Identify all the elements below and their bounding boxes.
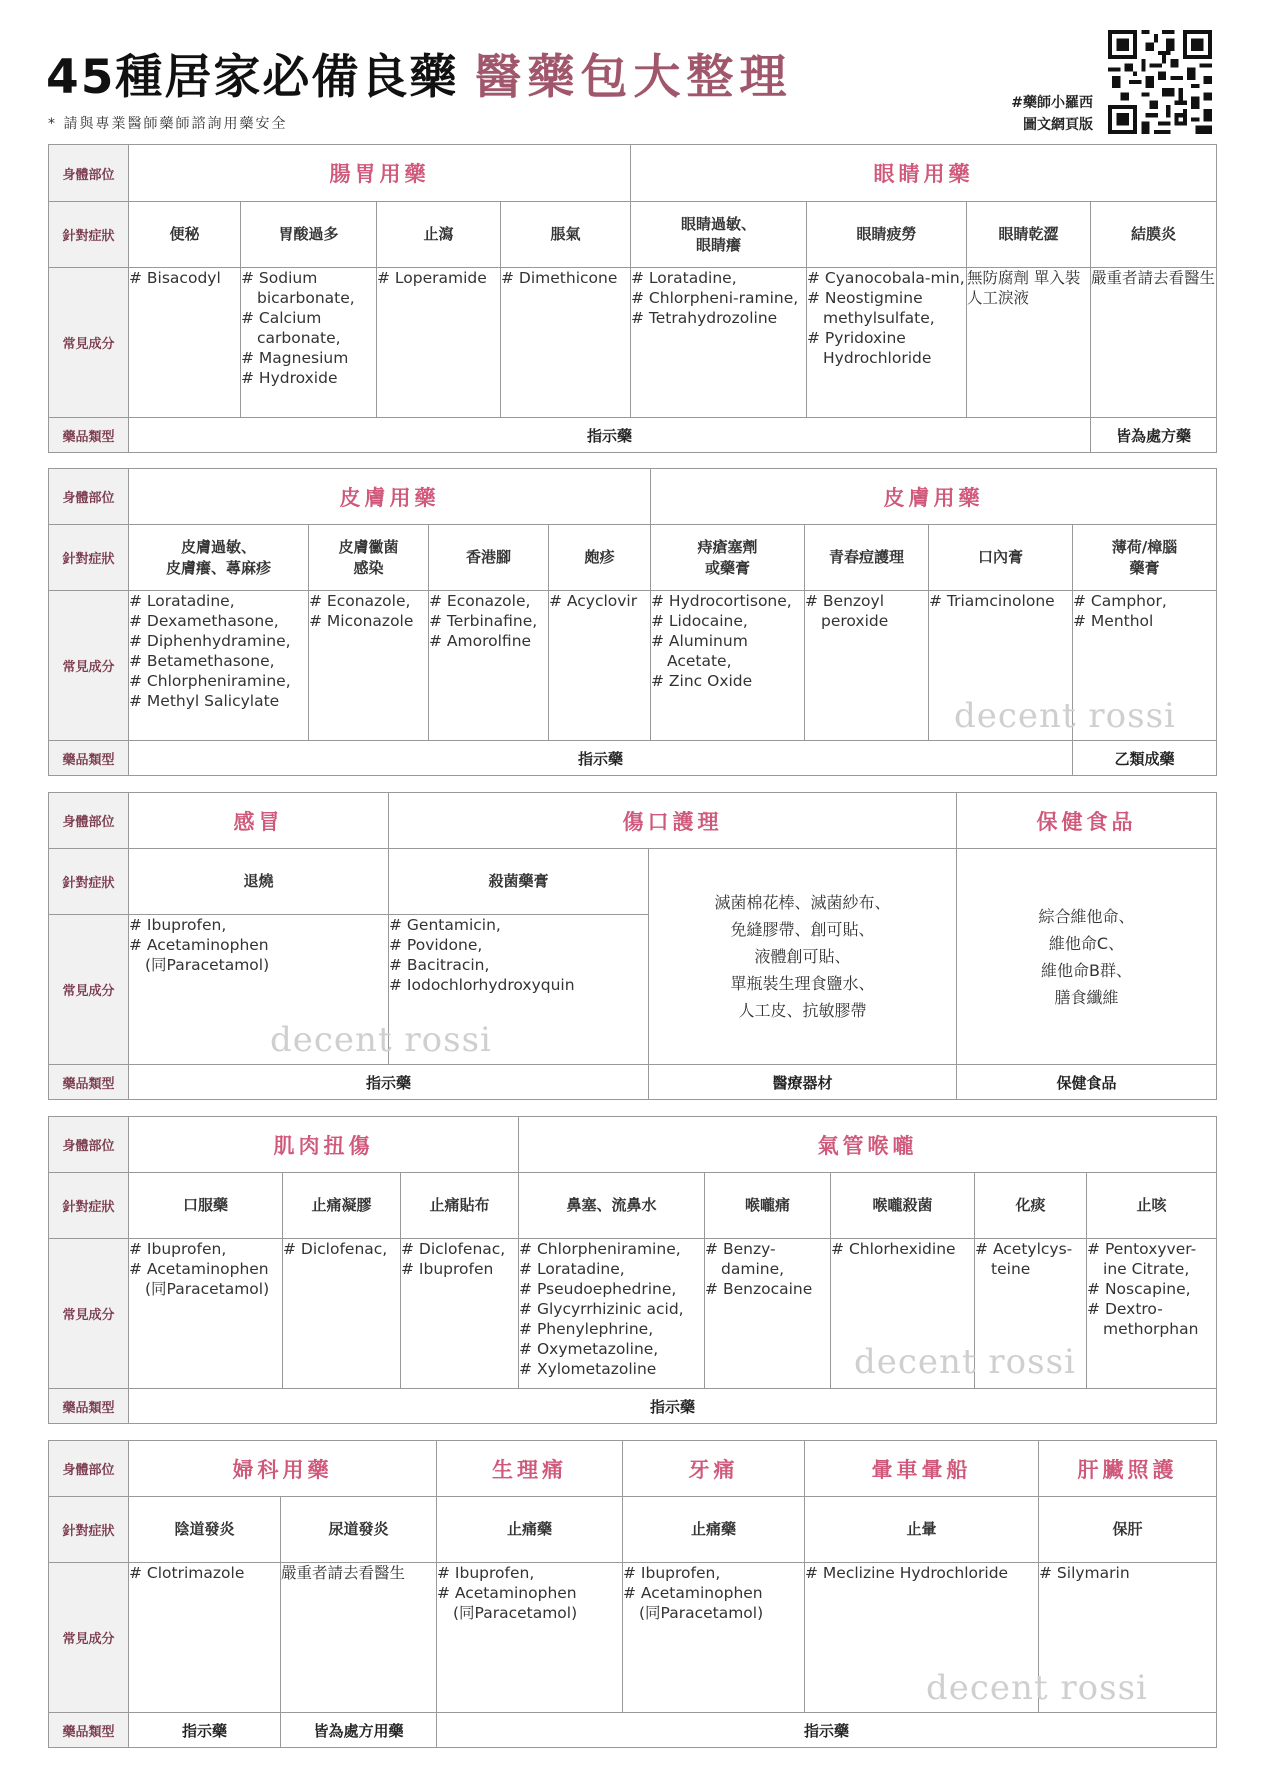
ingredient-item: # Diphenhydramine, xyxy=(129,631,308,651)
symptom-pain-gel: 止痛凝膠 xyxy=(283,1173,401,1239)
ingredient-item: # Menthol xyxy=(1073,611,1216,631)
ingredient-item: # Acetaminophen xyxy=(129,935,388,955)
row-label-body-part: 身體部位 xyxy=(49,1441,129,1497)
ingredient-item: # Iodochlorhydroxyquin xyxy=(389,975,648,995)
symptom-pain-patch: 止痛貼布 xyxy=(401,1173,519,1239)
table-cold-wound-health xyxy=(48,792,1217,1100)
ingredient-item: # Povidone, xyxy=(389,935,648,955)
ingredient-item: # Econazole, xyxy=(309,591,428,611)
ingredient-item: # Chlorpheni-ramine, xyxy=(631,288,806,308)
watermark: decent rossi xyxy=(854,1342,1076,1382)
watermark: decent rossi xyxy=(270,1020,492,1060)
ingredient-item: # Econazole, xyxy=(429,591,548,611)
paracetamol-note: (同Paracetamol) xyxy=(145,956,270,974)
note-conjunctivitis: 嚴重者請去看醫生 xyxy=(1091,268,1217,418)
ingredient-item: # Bacitracin, xyxy=(389,955,648,975)
ingredient-item: # Pyridoxine Hydrochloride xyxy=(807,328,966,368)
symptom-diarrhea: 止瀉 xyxy=(377,202,501,268)
ingredient-item: # Camphor, xyxy=(1073,591,1216,611)
type-otc: 指示藥 xyxy=(129,1713,281,1748)
type-otc: 指示藥 xyxy=(129,1065,649,1100)
ingredients-herpes xyxy=(549,591,651,741)
row-label-ingredients: 常見成分 xyxy=(49,268,129,418)
row-label-ingredients: 常見成分 xyxy=(49,915,129,1065)
body-part-digestive: 腸胃用藥 xyxy=(129,145,631,202)
body-part-muscle-sprain: 肌肉扭傷 xyxy=(129,1117,519,1173)
ingredient-item: # Hydrocortisone, xyxy=(651,591,804,611)
row-label-type: 藥品類型 xyxy=(49,741,129,776)
ingredient-item: # Oxymetazoline, xyxy=(519,1339,704,1359)
ingredient-item: # Benzocaine xyxy=(705,1279,830,1299)
ingredient-item: # Chlorpheniramine, xyxy=(519,1239,704,1259)
ingredient-item: # Aluminum Acetate, xyxy=(651,631,804,671)
ingredient-item: # Diclofenac, xyxy=(283,1239,400,1259)
symptom-runny-nose: 鼻塞、流鼻水 xyxy=(519,1173,705,1239)
ingredient-item: # Pentoxyver-ine Citrate, xyxy=(1087,1239,1216,1279)
ingredient-item: # Silymarin xyxy=(1039,1563,1216,1583)
health-food-list xyxy=(957,849,1217,1065)
credit xyxy=(975,92,1093,136)
type-health-food: 保健食品 xyxy=(957,1065,1217,1100)
ingredients-sore-throat xyxy=(705,1239,831,1389)
ingredients-menstrual-pain xyxy=(437,1563,623,1713)
symptom-camphor-ointment: 薄荷/樟腦 藥膏 xyxy=(1073,525,1217,591)
ingredients-pain-gel xyxy=(283,1239,401,1389)
symptom-fever: 退燒 xyxy=(129,849,389,915)
ingredient-item: # Chlorpheniramine, xyxy=(129,671,308,691)
symptom-throat-antiseptic: 喉嚨殺菌 xyxy=(831,1173,975,1239)
ingredient-item: # Loratadine, xyxy=(519,1259,704,1279)
ingredients-cough xyxy=(1087,1239,1217,1389)
ingredient-item: # Chlorhexidine xyxy=(831,1239,974,1259)
ingredient-item: # Ibuprofen, xyxy=(437,1563,622,1583)
body-part-gynecology: 婦科用藥 xyxy=(129,1441,437,1497)
note-dry-eye: 無防腐劑 單入裝人工淚液 xyxy=(967,268,1091,418)
ingredient-item: # Ibuprofen xyxy=(401,1259,518,1279)
symptom-expectorant: 化痰 xyxy=(975,1173,1087,1239)
section-cold-wound-health xyxy=(48,792,1216,1100)
ingredient-item: # Acetaminophen xyxy=(129,1259,282,1279)
type-class-b: 乙類成藥 xyxy=(1073,741,1217,776)
ingredient-item: # Miconazole xyxy=(309,611,428,631)
ingredient-item: # Acyclovir xyxy=(549,591,650,611)
title-accent-text: 醫藥包大整理 xyxy=(474,50,793,105)
symptom-hemorrhoid: 痔瘡塞劑 或藥膏 xyxy=(651,525,805,591)
type-otc: 指示藥 xyxy=(129,418,1091,453)
ingredients-hyperacidity xyxy=(241,268,377,418)
ingredients-acne xyxy=(805,591,929,741)
ingredients-runny-nose xyxy=(519,1239,705,1389)
body-part-wound-care: 傷口護理 xyxy=(389,793,957,849)
row-label-symptom: 針對症狀 xyxy=(49,525,129,591)
ingredient-item: # Cyanocobala-min, xyxy=(807,268,966,288)
row-label-symptom: 針對症狀 xyxy=(49,1497,129,1563)
ingredient-item: # Gentamicin, xyxy=(389,915,648,935)
ingredient-item: # Dexamethasone, xyxy=(129,611,308,631)
section-skin xyxy=(48,468,1216,776)
type-otc: 指示藥 xyxy=(129,1389,1217,1424)
paracetamol-note: (同Paracetamol) xyxy=(639,1604,764,1622)
section-gyn-pain-liver xyxy=(48,1440,1216,1748)
symptom-fungal: 皮膚黴菌 感染 xyxy=(309,525,429,591)
type-prescription: 皆為處方藥 xyxy=(1091,418,1217,453)
row-label-ingredients: 常見成分 xyxy=(49,1239,129,1389)
body-part-cold: 感冒 xyxy=(129,793,389,849)
watermark: decent rossi xyxy=(954,696,1176,736)
row-label-type: 藥品類型 xyxy=(49,1713,129,1748)
qr-code-icon[interactable] xyxy=(1108,30,1212,134)
ingredient-item: # Amorolfine xyxy=(429,631,548,651)
ingredients-hemorrhoid xyxy=(651,591,805,741)
ingredient-item: # Hydroxide xyxy=(241,368,376,388)
row-label-body-part: 身體部位 xyxy=(49,145,129,202)
ingredients-athletes-foot xyxy=(429,591,549,741)
ingredient-item: # Bisacodyl xyxy=(129,268,240,288)
body-part-throat: 氣管喉嚨 xyxy=(519,1117,1217,1173)
symptom-eye-fatigue: 眼睛疲勞 xyxy=(807,202,967,268)
ingredient-item: # Zinc Oxide xyxy=(651,671,804,691)
symptom-eye-allergy: 眼睛過敏、 眼睛癢 xyxy=(631,202,807,268)
symptom-liver-protection: 保肝 xyxy=(1039,1497,1217,1563)
ingredient-item: # Pseudoephedrine, xyxy=(519,1279,704,1299)
ingredient-item: # Methyl Salicylate xyxy=(129,691,308,711)
symptom-oral-paste: 口內膏 xyxy=(929,525,1073,591)
body-part-liver-care: 肝臟照護 xyxy=(1039,1441,1217,1497)
symptom-skin-allergy: 皮膚過敏、 皮膚癢、蕁麻疹 xyxy=(129,525,309,591)
ingredients-skin-allergy xyxy=(129,591,309,741)
ingredient-item: # Loratadine, xyxy=(631,268,806,288)
watermark: decent rossi xyxy=(926,1668,1148,1708)
symptom-cough: 止咳 xyxy=(1087,1173,1217,1239)
type-medical-device: 醫療器材 xyxy=(649,1065,957,1100)
body-part-motion-sickness: 暈車暈船 xyxy=(805,1441,1039,1497)
row-label-body-part: 身體部位 xyxy=(49,1117,129,1173)
health-item: 膳食纖維 xyxy=(1054,987,1119,1007)
symptom-constipation: 便秘 xyxy=(129,202,241,268)
health-item: 維他命B群、 xyxy=(1041,960,1132,980)
symptom-dry-eye: 眼睛乾澀 xyxy=(967,202,1091,268)
wound-item: 液體創可貼、 xyxy=(754,947,851,966)
safety-note: * 請與專業醫師藥師諮詢用藥安全 xyxy=(48,116,288,132)
row-label-ingredients: 常見成分 xyxy=(49,591,129,741)
symptom-herpes: 皰疹 xyxy=(549,525,651,591)
symptom-oral-medicine: 口服藥 xyxy=(129,1173,283,1239)
row-label-type: 藥品類型 xyxy=(49,418,129,453)
body-part-skin: 皮膚用藥 xyxy=(129,469,651,525)
ingredient-item: # Lidocaine, xyxy=(651,611,804,631)
ingredient-item: # Noscapine, xyxy=(1087,1279,1216,1299)
note-urethritis: 嚴重者請去看醫生 xyxy=(281,1563,437,1713)
wound-item: 人工皮、抗敏膠帶 xyxy=(738,1001,867,1020)
row-label-symptom: 針對症狀 xyxy=(49,202,129,268)
type-prescription: 皆為處方用藥 xyxy=(281,1713,437,1748)
credit-web-version: 圖文網頁版 xyxy=(1023,117,1093,133)
type-otc-2: 指示藥 xyxy=(437,1713,1217,1748)
ingredients-oral-medicine xyxy=(129,1239,283,1389)
section-muscle-throat xyxy=(48,1116,1216,1424)
ingredients-toothache xyxy=(623,1563,805,1713)
ingredient-item: # Acetaminophen xyxy=(623,1583,804,1603)
ingredient-item: # Meclizine Hydrochloride xyxy=(805,1563,1038,1583)
body-part-menstrual-pain: 生理痛 xyxy=(437,1441,623,1497)
ingredients-bloating xyxy=(501,268,631,418)
wound-item: 單瓶裝生理食鹽水、 xyxy=(730,974,875,993)
row-label-ingredients: 常見成分 xyxy=(49,1563,129,1713)
title-main-text: 45種居家必備良藥 xyxy=(46,50,459,105)
ingredient-item: # Benzoyl peroxide xyxy=(805,591,928,631)
ingredient-item: # Loratadine, xyxy=(129,591,308,611)
ingredient-item: # Dimethicone xyxy=(501,268,630,288)
page-title xyxy=(46,40,792,107)
symptom-menstrual-painkiller: 止痛藥 xyxy=(437,1497,623,1563)
body-part-health-food: 保健食品 xyxy=(957,793,1217,849)
ingredients-eye-allergy xyxy=(631,268,807,418)
ingredient-item: # Clotrimazole xyxy=(129,1563,280,1583)
symptom-conjunctivitis: 結膜炎 xyxy=(1091,202,1217,268)
row-label-body-part: 身體部位 xyxy=(49,793,129,849)
ingredients-diarrhea xyxy=(377,268,501,418)
symptom-tooth-painkiller: 止痛藥 xyxy=(623,1497,805,1563)
ingredients-vaginitis xyxy=(129,1563,281,1713)
type-otc: 指示藥 xyxy=(129,741,1073,776)
row-label-body-part: 身體部位 xyxy=(49,469,129,525)
symptom-acne: 青春痘護理 xyxy=(805,525,929,591)
ingredient-item: # Ibuprofen, xyxy=(129,915,388,935)
body-part-eye: 眼睛用藥 xyxy=(631,145,1217,202)
table-digestive-eye xyxy=(48,144,1217,453)
health-item: 維他命C、 xyxy=(1048,933,1125,953)
ingredients-eye-fatigue xyxy=(807,268,967,418)
ingredient-item: # Phenylephrine, xyxy=(519,1319,704,1339)
paracetamol-note: (同Paracetamol) xyxy=(145,1280,270,1298)
ingredient-item: # Xylometazoline xyxy=(519,1359,704,1379)
symptom-hyperacidity: 胃酸過多 xyxy=(241,202,377,268)
row-label-symptom: 針對症狀 xyxy=(49,849,129,915)
body-part-skin-2: 皮膚用藥 xyxy=(651,469,1217,525)
row-label-type: 藥品類型 xyxy=(49,1065,129,1100)
ingredient-item: # Neostigmine methylsulfate, xyxy=(807,288,966,328)
symptom-urethritis: 尿道發炎 xyxy=(281,1497,437,1563)
ingredient-item: # Ibuprofen, xyxy=(129,1239,282,1259)
ingredient-item: # Magnesium xyxy=(241,348,376,368)
credit-hashtag: #藥師小羅西 xyxy=(1011,95,1093,111)
symptom-bloating: 脹氣 xyxy=(501,202,631,268)
health-item: 綜合維他命、 xyxy=(1038,906,1135,926)
ingredient-item: # Terbinafine, xyxy=(429,611,548,631)
symptom-anti-dizziness: 止暈 xyxy=(805,1497,1039,1563)
wound-item: 免縫膠帶、創可貼、 xyxy=(730,920,875,939)
ingredient-item: # Acetylcys-teine xyxy=(975,1239,1086,1279)
ingredient-item: # Glycyrrhizinic acid, xyxy=(519,1299,704,1319)
ingredient-item: # Loperamide xyxy=(377,268,500,288)
row-label-type: 藥品類型 xyxy=(49,1389,129,1424)
section-digestive-eye xyxy=(48,144,1216,453)
ingredient-item: # Tetrahydrozoline xyxy=(631,308,806,328)
ingredient-item: # Ibuprofen, xyxy=(623,1563,804,1583)
ingredient-item: # Diclofenac, xyxy=(401,1239,518,1259)
wound-supplies-list xyxy=(649,849,957,1065)
paracetamol-note: (同Paracetamol) xyxy=(453,1604,578,1622)
row-label-symptom: 針對症狀 xyxy=(49,1173,129,1239)
ingredient-item: # Triamcinolone xyxy=(929,591,1072,611)
symptom-athletes-foot: 香港腳 xyxy=(429,525,549,591)
symptom-sore-throat: 喉嚨痛 xyxy=(705,1173,831,1239)
ingredients-pain-patch xyxy=(401,1239,519,1389)
ingredient-item: # Dextro-methorphan xyxy=(1087,1299,1216,1339)
ingredient-item: # Acetaminophen xyxy=(437,1583,622,1603)
ingredient-item: # Calcium carbonate, xyxy=(241,308,376,348)
ingredients-constipation xyxy=(129,268,241,418)
ingredient-item: # Benzy-damine, xyxy=(705,1239,830,1279)
ingredients-fungal xyxy=(309,591,429,741)
symptom-vaginitis: 陰道發炎 xyxy=(129,1497,281,1563)
symptom-antiseptic: 殺菌藥膏 xyxy=(389,849,649,915)
ingredient-item: # Sodium bicarbonate, xyxy=(241,268,376,308)
wound-item: 滅菌棉花棒、滅菌紗布、 xyxy=(714,893,891,912)
page-header xyxy=(0,0,1264,140)
body-part-toothache: 牙痛 xyxy=(623,1441,805,1497)
ingredient-item: # Betamethasone, xyxy=(129,651,308,671)
